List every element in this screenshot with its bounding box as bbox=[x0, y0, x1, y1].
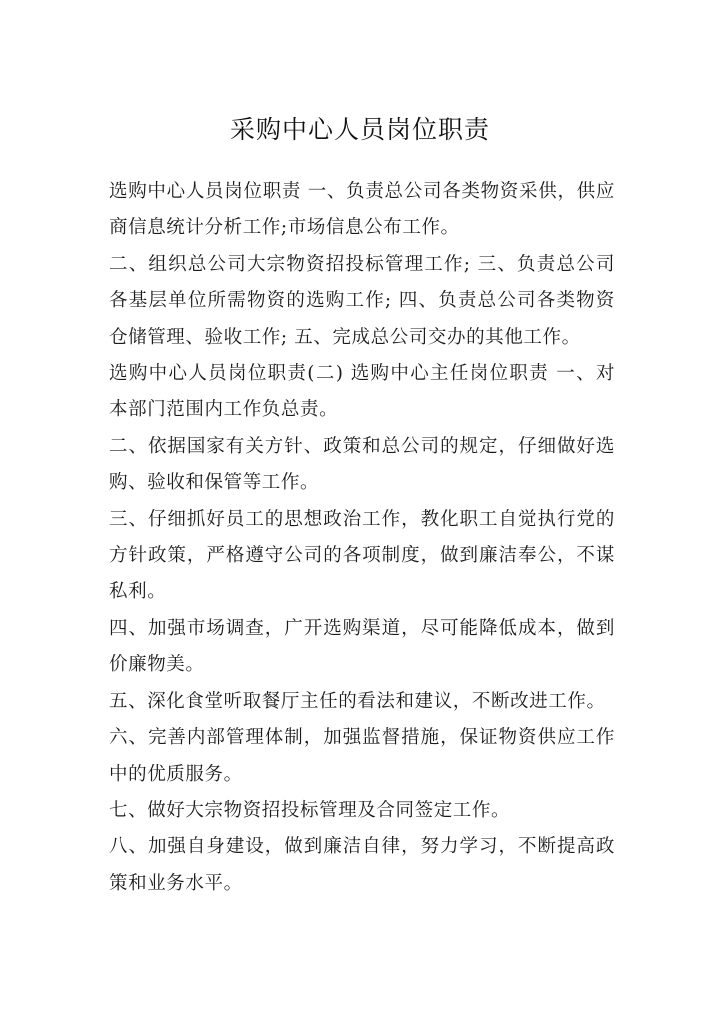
paragraph-5: 三、仔细抓好员工的思想政治工作，教化职工自觉执行党的方针政策，严格遵守公司的各项制度，做到廉洁奉公，不谋私利。 bbox=[109, 508, 615, 603]
paragraph-8: 六、完善内部管理体制，加强监督措施，保证物资供应工作中的优质服务。 bbox=[109, 727, 615, 785]
document-body bbox=[109, 174, 615, 902]
paragraph-10: 八、加强自身建设，做到廉洁自律，努力学习，不断提高政策和业务水平。 bbox=[109, 836, 615, 894]
paragraph-9: 七、做好大宗物资招投标管理及合同签定工作。 bbox=[109, 799, 511, 821]
paragraph-6: 四、加强市场调查，广开选购渠道，尽可能降低成本，做到价廉物美。 bbox=[109, 617, 615, 676]
paragraph-2: 二、组织总公司大宗物资招投标管理工作; 三、负责总公司各基层单位所需物资的选购工作; 四、负责总公司各类物资仓储管理、验收工作; 五、完成总公司交办的其他工作。 bbox=[109, 253, 615, 348]
paragraph-3: 选购中心人员岗位职责(二) 选购中心主任岗位职责 一、对本部门范围内工作负总责。 bbox=[109, 363, 615, 421]
document-title: 采购中心人员岗位职责 bbox=[229, 115, 490, 144]
paragraph-4: 二、依据国家有关方针、政策和总公司的规定，仔细做好选购、验收和保管等工作。 bbox=[109, 435, 615, 494]
paragraph-7: 五、深化食堂听取餐厅主任的看法和建议，不断改进工作。 bbox=[109, 690, 606, 712]
paragraph-1: 选购中心人员岗位职责 一、负责总公司各类物资采供，供应商信息统计分析工作;市场信息公布工作。 bbox=[109, 181, 615, 239]
